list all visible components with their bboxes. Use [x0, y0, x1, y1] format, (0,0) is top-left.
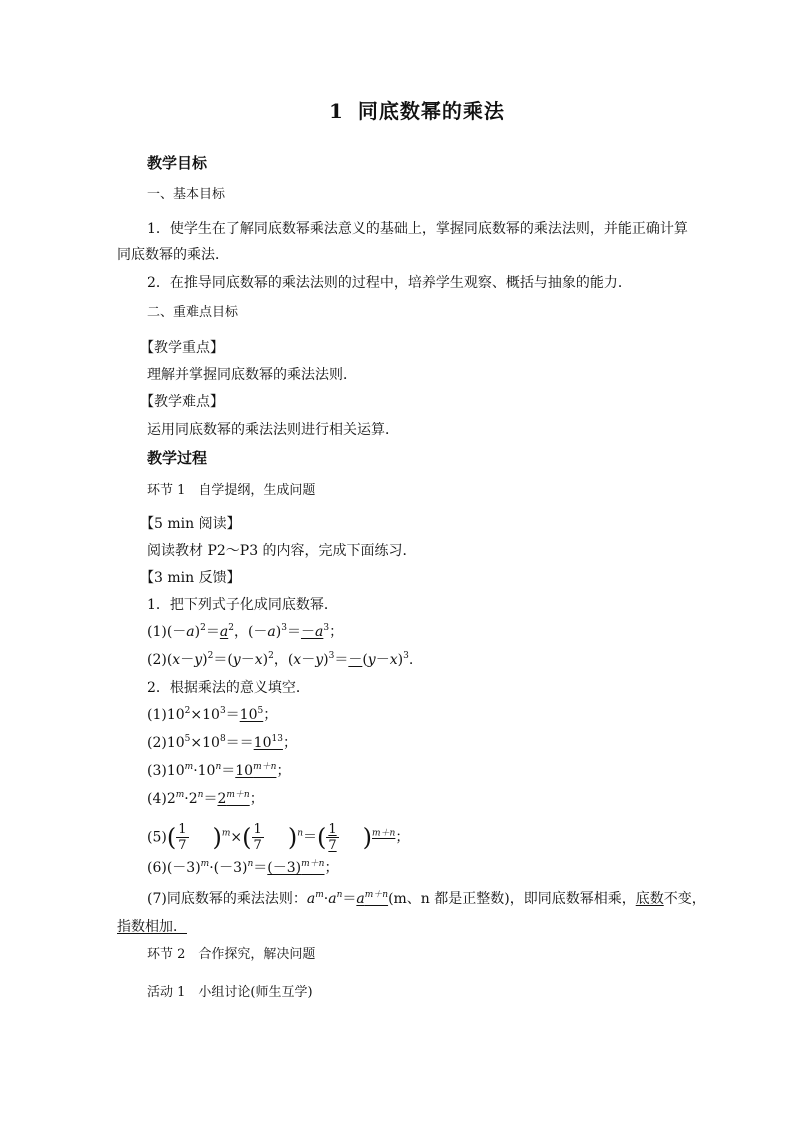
reading-label: 【5 min 阅读】	[140, 516, 241, 532]
exercise-2-1: $(1)10^2\times 10^3=10^5$；	[147, 706, 278, 723]
section-heading-process: 教学过程	[147, 449, 208, 467]
activity-1-heading: 活动 1 小组讨论(师生互学)	[147, 985, 313, 1000]
step-2-heading: 环节 2 合作探究，解决问题	[147, 947, 316, 962]
exercise-2-6: $(6)(-3)^m\cdot(-3)^n=(-3)^{m+n}$；	[147, 859, 339, 876]
feedback-label: 【3 min 反馈】	[140, 570, 241, 586]
exercise-2-2: $(2)10^5\times 10^8==10^{13}$；	[147, 734, 297, 751]
fraction-one-seventh: $\frac{1}{7}$	[178, 822, 187, 853]
difficulty-text: 运用同底数幂的乘法法则进行相关运算．	[147, 422, 399, 438]
exercise-2-3: $(3)10^m\cdot 10^n=10^{m+n}$；	[147, 762, 291, 779]
subheading-key-goals: 二、重难点目标	[147, 305, 239, 320]
section-heading-goals: 教学目标	[147, 154, 208, 172]
exercise-1-2: $(2)(x-y)^2=(y-x)^2$，$(x-y)^3=-(y-x)^3$.	[147, 651, 414, 668]
subheading-basic-goals: 一、基本目标	[147, 187, 226, 202]
goal-item-1-cont: 同底数幂的乘法．	[117, 247, 229, 263]
focus-label: 【教学重点】	[140, 340, 224, 356]
question-1: 1．把下列式子化成同底数幂．	[147, 597, 338, 613]
focus-text: 理解并掌握同底数幂的乘法法则．	[147, 367, 357, 383]
reading-text: 阅读教材 P2～P3 的内容，完成下面练习．	[147, 543, 417, 559]
page-title: 1 同底数幂的乘法	[329, 99, 505, 123]
goal-item-1: 1．使学生在了解同底数幂乘法意义的基础上，掌握同底数幂的乘法法则，并能正确计算	[147, 221, 688, 237]
exercise-2-7: (7)同底数幂的乘法法则：$a^m\cdot a^n=a^{m+n}(m$、n 都是正整数)，即同底数幂相乘，底数不变，	[147, 890, 706, 907]
exercise-2-7-cont: 指数相加．	[117, 919, 187, 935]
step-1-heading: 环节 1 自学提纲，生成问题	[147, 483, 316, 498]
exercise-1-1: $(1)(-a)^2=a^2$，$(-a)^3=-a^3$；	[147, 623, 344, 640]
question-2: 2．根据乘法的意义填空．	[147, 680, 310, 696]
goal-item-2: 2．在推导同底数幂的乘法法则的过程中，培养学生观察、概括与抽象的能力．	[147, 275, 632, 291]
exercise-2-4: $(4)2^m\cdot 2^n=2^{m+n}$；	[147, 790, 264, 807]
fraction-one-seventh: $\frac{1}{7}$	[253, 822, 262, 853]
exercise-2-5: (5)( $\frac{1}{7} )^m\times$( $\frac{1}{7} )^n=$( $\frac{1}{7} )^{m+n}$；	[147, 822, 410, 853]
fraction-one-seventh-answer: $\frac{1}{7}$	[328, 822, 337, 853]
difficulty-label: 【教学难点】	[140, 394, 224, 410]
